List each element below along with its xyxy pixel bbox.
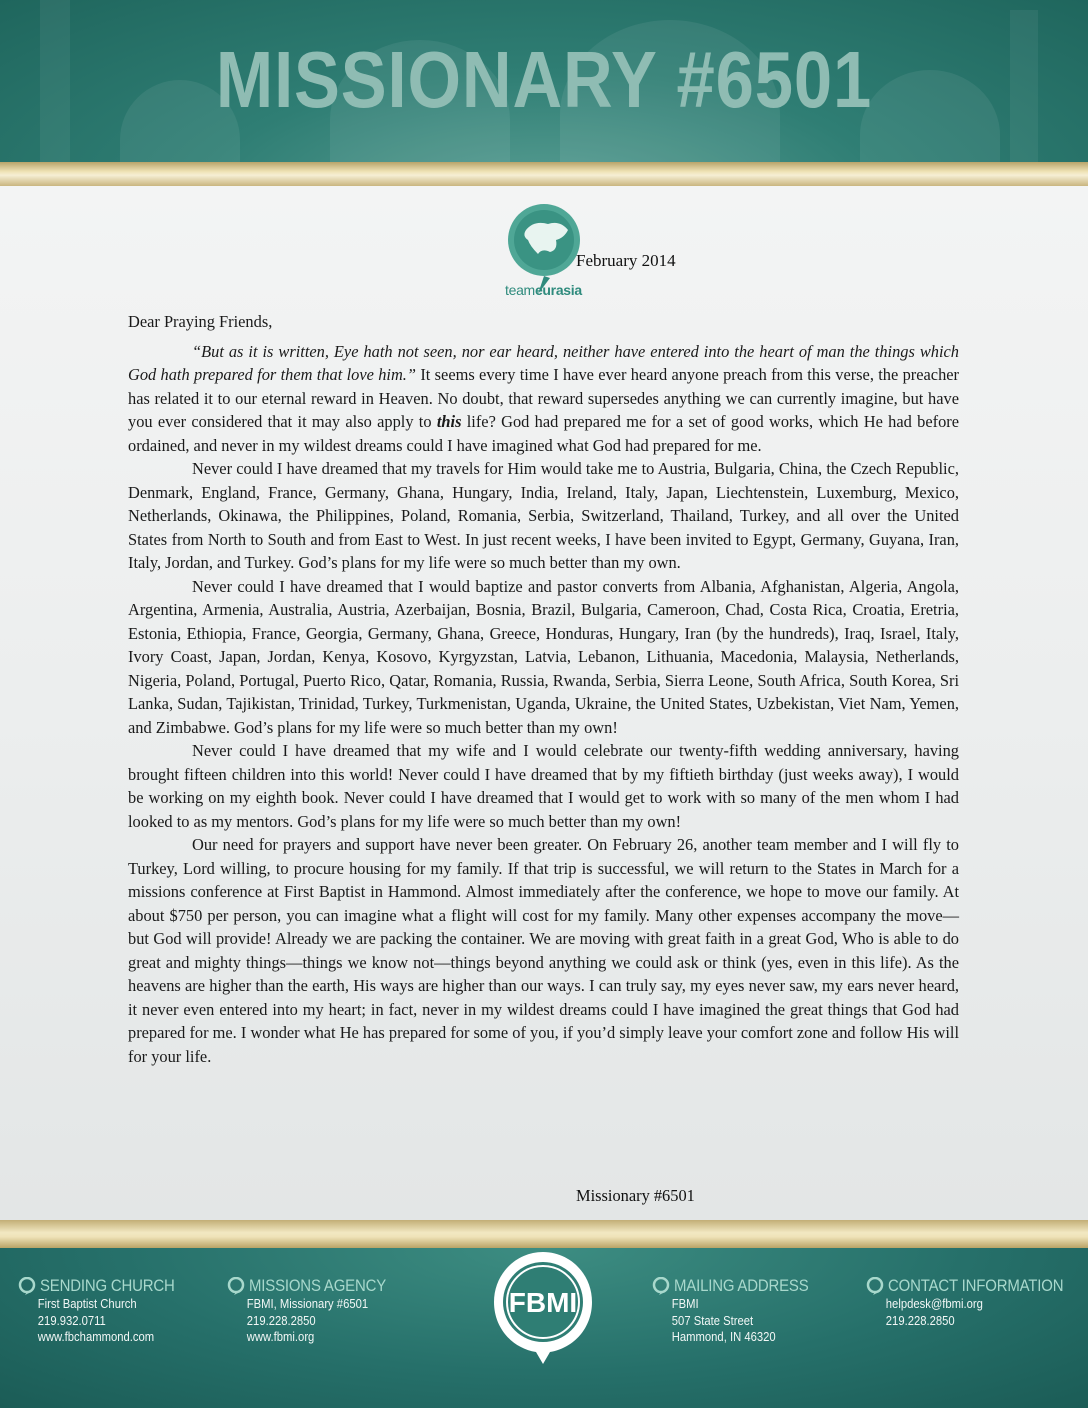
wordmark-bold: eurasia [534, 282, 582, 298]
letter-greeting: Dear Praying Friends, [128, 312, 273, 331]
contact-information-title: CONTACT INFORMATION [888, 1276, 1064, 1295]
pin-icon [18, 1277, 36, 1295]
missions-agency-block [227, 1276, 405, 1346]
sending-church-phone: 219.932.0711 [37, 1313, 106, 1328]
mailing-address-city: Hammond, IN 46320 [671, 1330, 776, 1344]
minaret-decoration [1010, 10, 1038, 166]
scripture-quote: “But as it is written, Eye hath not seen, nor ear heard, neither have entered into the heart of man the things which God hath prepared for them that love him.” [128, 341, 959, 384]
sending-church-block [18, 1276, 193, 1346]
sending-church-title: SENDING CHURCH [40, 1276, 175, 1295]
team-eurasia-wordmark [505, 282, 582, 298]
missions-agency-phone: 219.228.2850 [246, 1313, 316, 1328]
sending-church-website: www.fbchammond.com [37, 1330, 155, 1344]
pin-icon [652, 1277, 670, 1295]
contact-phone: 219.228.2850 [885, 1313, 955, 1328]
letter-paragraph: Our need for prayers and support have never been greater. On February 26, another team member and I will fly to Turkey, Lord willing, to procure housing for my family. If that trip is successful, we will return to the States in March for a missions conference at First Baptist in Hammond. Almost immediately after the conference, we hope to move our family. At about $750 per person, you can imagine what a flight will cost for my family. Many other expenses accompany the move—but God will provide! Already we are packing the container. We are moving with great faith in a great God, Who is able to do great and mighty things—things we know not—things beyond anything we could ask or think (yes, even in this life). As the heavens are higher than the earth, His ways are higher than our ways. I can truly say, my eyes never saw, my ears never heard, it never even entered into my heart; in fact, never in my wildest dreams could I have imagined the great things that God had prepared for me. I wonder what He has prepared for some of you, if you’d simply leave your comfort zone and follow His will for your life. [128, 835, 959, 1066]
fbmi-logo-icon [490, 1248, 596, 1364]
letter-paragraph: Never could I have dreamed that I would baptize and pastor converts from Albania, Afghanistan, Algeria, Angola, Argentina, Armenia, Australia, Austria, Azerbaijan, Bosnia, Brazil, Bulgaria, Cameroon, Chad, Costa Rica, Croatia, Eretria, Estonia, Ethiopia, France, Georgia, Germany, Ghana, Greece, Honduras, Hungary, Iran (by the hundreds), Iraq, Israel, Italy, Ivory Coast, Japan, Jordan, Kenya, Kosovo, Kyrgyzstan, Latvia, Lebanon, Lithuania, Macedonia, Malaysia, Netherlands, Nigeria, Poland, Portugal, Puerto Rico, Qatar, Romania, Russia, Rwanda, Serbia, Sierra Leone, South Africa, South Korea, Sri Lanka, Sudan, Tajikistan, Trinidad, Turkey, Turkmenistan, Uganda, Ukraine, the United States, Uzbekistan, Viet Nam, Yemen, and Zimbabwe. God’s plans for my life were so much better than my own! [128, 576, 959, 737]
page-title: MISSIONARY #6501 [215, 35, 873, 124]
pin-icon [866, 1277, 884, 1295]
letter-date: February 2014 [576, 251, 676, 270]
pin-icon [227, 1277, 245, 1295]
missions-agency-website: www.fbmi.org [246, 1330, 315, 1344]
letter-signature: Missionary #6501 [576, 1186, 695, 1205]
contact-information-block [866, 1276, 1087, 1329]
letter-paragraph [128, 340, 959, 458]
letter-paragraph: Never could I have dreamed that my travels for Him would take me to Austria, Bulgaria, China, the Czech Republic, Denmark, England, France, Germany, Ghana, Hungary, India, Ireland, Italy, Japan, Liechtenstein, Luxemburg, Mexico, Netherlands, Okinawa, the Philippines, Poland, Romania, Serbia, Switzerland, Thailand, Turkey, and all over the United States from North to South and from East to West. In just recent weeks, I have been invited to Egypt, Germany, Guyana, Iran, Italy, Jordan, and Turkey. God’s plans for my life were so much better than my own. [128, 459, 959, 572]
paragraph-text: life? God had prepared me for a set of good works, which He had before ordained, and never in my wildest dreams could I have imagined what God had prepared for me. [128, 412, 959, 455]
missions-agency-line: FBMI, Missionary #6501 [246, 1297, 369, 1311]
mailing-address-line: FBMI [671, 1297, 699, 1311]
missions-agency-title: MISSIONS AGENCY [249, 1276, 387, 1295]
letter-paragraph: Never could I have dreamed that my wife and I would celebrate our twenty-fifth wedding anniversary, having brought fifteen children into this world! Never could I have dreamed that by my fiftieth birthday (just weeks away), I would be working on my eighth book. Never could I have dreamed that I would get to work with so many of the men whom I had looked to as my mentors. God’s plans for my life were so much better than my own! [128, 741, 959, 831]
header-banner [0, 0, 1088, 166]
fbmi-badge-text: FBMI [508, 1287, 578, 1318]
gold-divider-top [0, 162, 1088, 186]
sending-church-line: First Baptist Church [37, 1297, 137, 1311]
mailing-address-street: 507 State Street [671, 1313, 754, 1328]
wordmark-light: team [505, 282, 535, 298]
gold-divider-bottom [0, 1220, 1088, 1248]
letter-body [128, 310, 959, 1068]
mailing-address-title: MAILING ADDRESS [674, 1276, 809, 1295]
paragraph-text: It seems every time I have ever heard anyone preach from this verse, the preacher has related it to our eternal reward in Heaven. No doubt, that reward supersedes anything we can currently imagine, but have you ever considered that it may also apply to [128, 365, 959, 431]
minaret-decoration [40, 0, 70, 166]
contact-email: helpdesk@fbmi.org [885, 1297, 983, 1311]
mailing-address-block [652, 1276, 827, 1346]
emphasis-text: this [436, 412, 462, 431]
